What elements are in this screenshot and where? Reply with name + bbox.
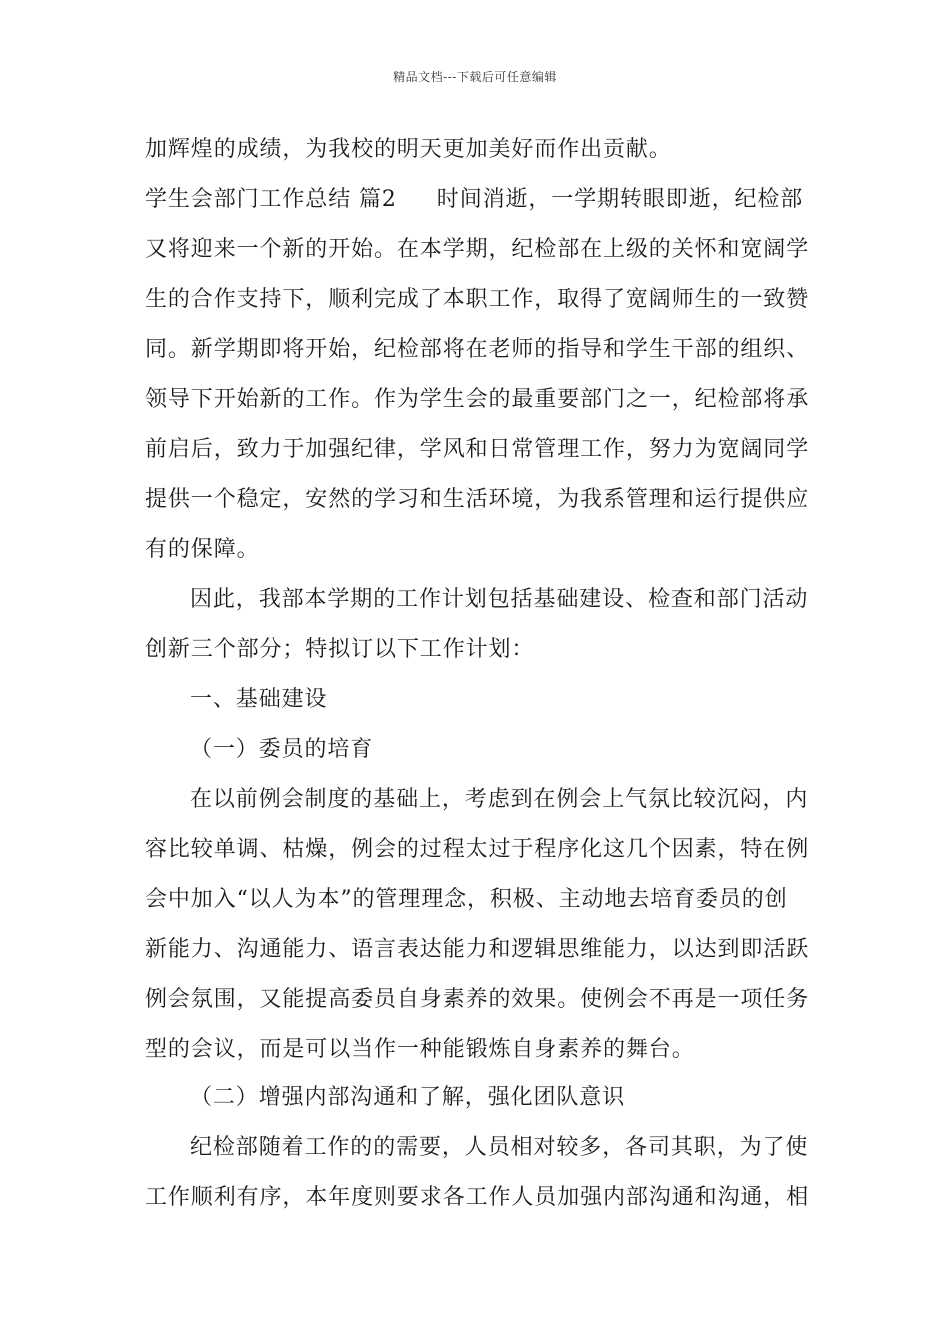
paragraph-line: 提供一个稳定，安然的学习和生活环境，为我系管理和运行提供应 [145, 487, 810, 512]
subheading-member-training: （一）委员的培育 [190, 737, 374, 762]
paragraph-line: 因此，我部本学期的工作计划包括基础建设、检查和部门活动 [190, 587, 809, 612]
paragraph-text: 时间消逝，一学期转眼即逝，纪检部 [436, 187, 804, 212]
section-title-line [145, 185, 815, 215]
paragraph-line: 型的会议，而是可以当作一种能锻炼自身素养的舞台。 [145, 1037, 695, 1062]
subheading-internal-communication: （二）增强内部沟通和了解，强化团队意识 [190, 1085, 626, 1110]
paragraph-line: 会中加入“以人为本”的管理理念，积极、主动地去培育委员的创 [145, 887, 788, 912]
paragraph-line: 有的保障。 [145, 537, 260, 562]
paragraph-line: 纪检部随着工作的的需要，人员相对较多，各司其职，为了使 [190, 1135, 809, 1160]
paragraph-line: 加辉煌的成绩，为我校的明天更加美好而作出贡献。 [145, 137, 672, 162]
paragraph-line: 生的合作支持下，顺利完成了本职工作，取得了宽阔师生的一致赞 [145, 287, 810, 312]
paragraph-line: 前启后，致力于加强纪律，学风和日常管理工作，努力为宽阔同学 [145, 437, 810, 462]
paragraph-line: 创新三个部分；特拟订以下工作计划： [145, 637, 535, 662]
paragraph-line: 领导下开始新的工作。作为学生会的最重要部门之一，纪检部将承 [145, 387, 810, 412]
paragraph-line: 例会氛围，又能提高委员自身素养的效果。使例会不再是一项任务 [145, 987, 810, 1012]
paragraph-line: 容比较单调、枯燥，例会的过程太过于程序化这几个因素，特在例 [145, 837, 810, 862]
paragraph-line: 同。新学期即将开始，纪检部将在老师的指导和学生干部的组织、 [145, 337, 810, 362]
paragraph-line: 在以前例会制度的基础上，考虑到在例会上气氛比较沉闷，内 [190, 787, 809, 812]
page-header: 精品文档---下载后可任意编辑 [393, 70, 557, 84]
paragraph-line: 工作顺利有序，本年度则要求各工作人员加强内部沟通和沟通，相 [145, 1185, 810, 1210]
section-title: 学生会部门工作总结 篇2 [145, 187, 397, 212]
paragraph-line: 又将迎来一个新的开始。在本学期，纪检部在上级的关怀和宽阔学 [145, 237, 810, 262]
paragraph-line: 新能力、沟通能力、语言表达能力和逻辑思维能力，以达到即活跃 [145, 937, 810, 962]
heading-basic-construction: 一、基础建设 [190, 687, 328, 712]
